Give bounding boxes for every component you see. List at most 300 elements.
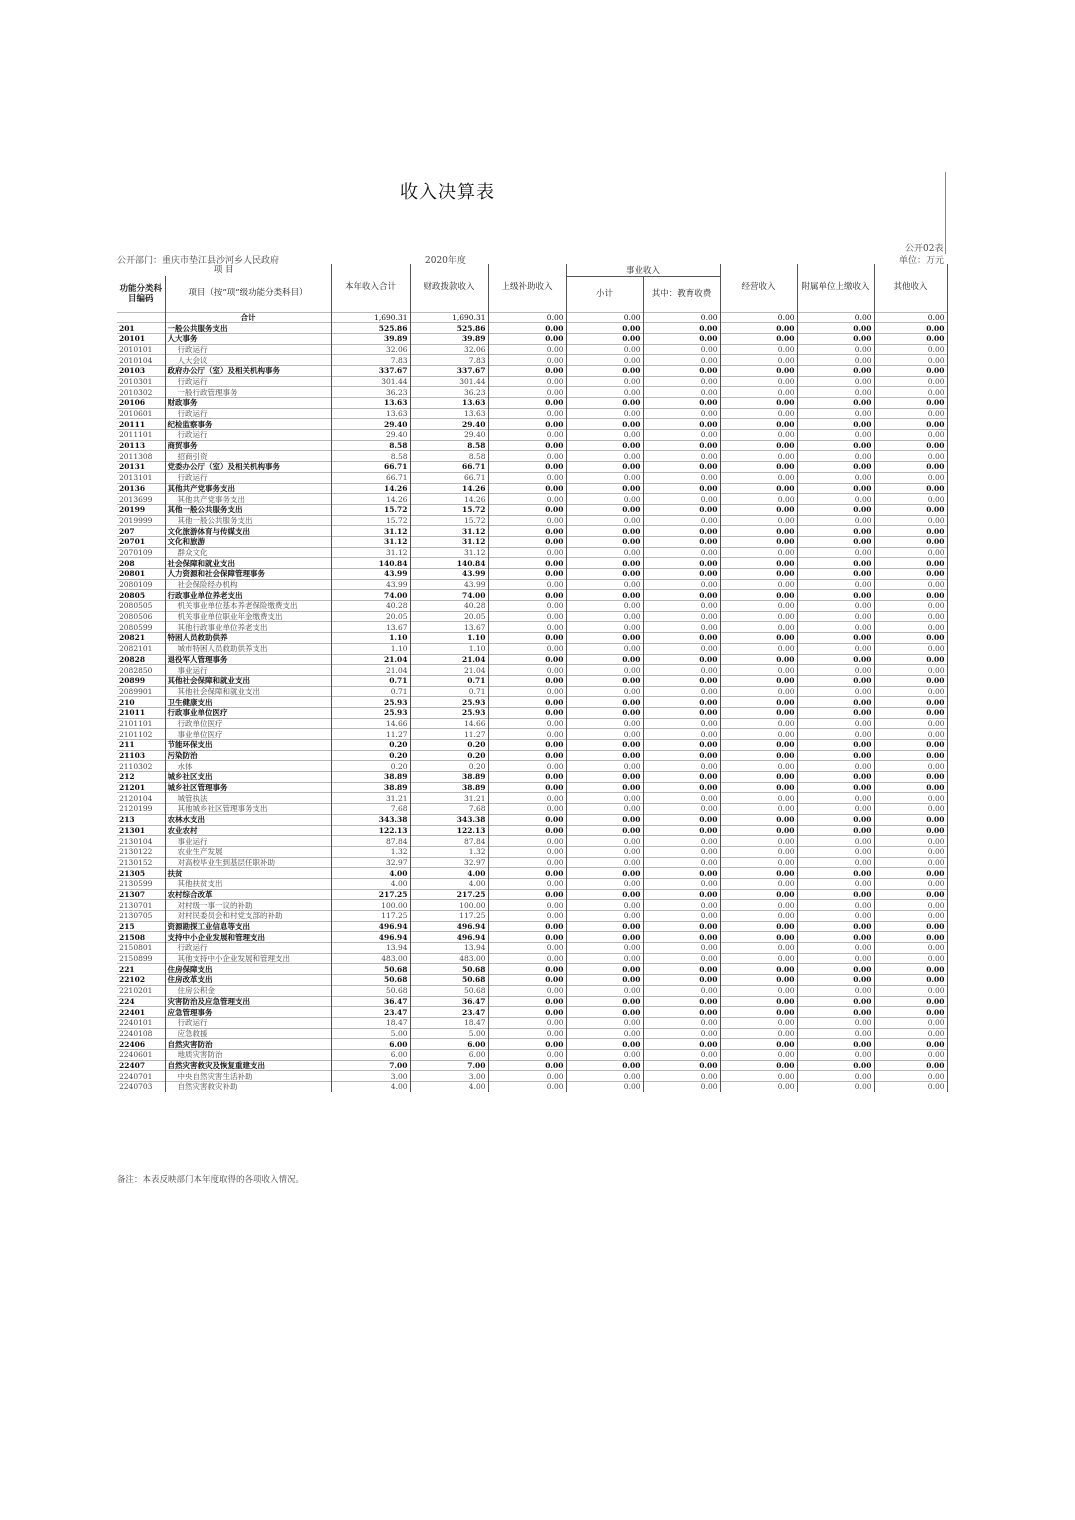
zero-cell: 0.00 — [488, 943, 566, 954]
zero-cell: 0.00 — [566, 964, 643, 975]
zero-cell: 0.00 — [643, 526, 720, 537]
zero-cell: 0.00 — [874, 996, 947, 1007]
zero-cell: 0.00 — [720, 547, 797, 558]
total-cell: 31.12 — [331, 536, 410, 547]
total-cell: 496.94 — [331, 932, 410, 943]
fiscal-cell: 1.32 — [410, 846, 488, 857]
unit-label: 单位：万元 — [899, 256, 945, 266]
zero-cell: 0.00 — [566, 1007, 643, 1018]
zero-cell: 0.00 — [874, 1082, 947, 1092]
table-row — [117, 996, 947, 1007]
zero-cell: 0.00 — [643, 515, 720, 526]
total-cell: 32.06 — [331, 344, 410, 355]
zero-cell: 0.00 — [797, 793, 874, 804]
header-project: 项 目 — [117, 264, 331, 276]
zero-cell: 0.00 — [566, 643, 643, 654]
zero-cell: 0.00 — [488, 483, 566, 494]
zero-cell: 0.00 — [720, 857, 797, 868]
zero-cell: 0.00 — [643, 462, 720, 473]
table-row — [117, 804, 947, 815]
total-cell: 13.94 — [331, 943, 410, 954]
zero-cell: 0.00 — [488, 804, 566, 815]
zero-cell: 0.00 — [720, 622, 797, 633]
code-cell: 2130122 — [117, 846, 165, 857]
table-row — [117, 975, 947, 986]
zero-cell: 0.00 — [874, 857, 947, 868]
code-cell: 2080109 — [117, 579, 165, 590]
table-row — [117, 504, 947, 515]
total-cell: 25.93 — [331, 707, 410, 718]
zero-cell: 0.00 — [797, 579, 874, 590]
zero-cell: 0.00 — [797, 419, 874, 430]
zero-cell: 0.00 — [488, 494, 566, 505]
table-row — [117, 761, 947, 772]
zero-cell: 0.00 — [720, 707, 797, 718]
zero-cell: 0.00 — [566, 1049, 643, 1060]
name-cell: 其他共产党事务支出 — [165, 483, 331, 494]
zero-cell: 0.00 — [566, 750, 643, 761]
table-row — [117, 740, 947, 751]
table-row — [117, 846, 947, 857]
zero-cell: 0.00 — [488, 579, 566, 590]
fiscal-cell: 496.94 — [410, 932, 488, 943]
total-cell: 496.94 — [331, 921, 410, 932]
table-row — [117, 462, 947, 473]
name-cell: 文化旅游体育与传媒支出 — [165, 526, 331, 537]
income-table — [117, 254, 948, 1092]
fiscal-cell: 0.20 — [410, 761, 488, 772]
table-row — [117, 686, 947, 697]
total-cell: 7.68 — [331, 804, 410, 815]
zero-cell: 0.00 — [797, 515, 874, 526]
zero-cell: 0.00 — [488, 1071, 566, 1082]
table-row — [117, 323, 947, 334]
table-row — [117, 611, 947, 622]
zero-cell: 0.00 — [643, 793, 720, 804]
name-cell: 特困人员救助供养 — [165, 633, 331, 644]
zero-cell: 0.00 — [720, 1028, 797, 1039]
zero-cell: 0.00 — [797, 365, 874, 376]
name-cell: 社会保障和就业支出 — [165, 558, 331, 569]
total-cell: 20.05 — [331, 611, 410, 622]
zero-cell: 0.00 — [720, 868, 797, 879]
zero-cell: 0.00 — [720, 1049, 797, 1060]
zero-cell: 0.00 — [797, 1028, 874, 1039]
zero-cell: 0.00 — [566, 772, 643, 783]
zero-cell: 0.00 — [643, 707, 720, 718]
zero-cell: 0.00 — [874, 985, 947, 996]
total-cell: 29.40 — [331, 430, 410, 441]
zero-cell: 0.00 — [643, 697, 720, 708]
zero-cell: 0.00 — [874, 900, 947, 911]
code-cell: 22407 — [117, 1060, 165, 1071]
zero-cell: 0.00 — [797, 387, 874, 398]
zero-cell: 0.00 — [566, 483, 643, 494]
table-row — [117, 1071, 947, 1082]
code-cell: 2080599 — [117, 622, 165, 633]
name-cell: 行政运行 — [165, 943, 331, 954]
code-cell: 21201 — [117, 782, 165, 793]
name-cell: 机关事业单位基本养老保险缴费支出 — [165, 601, 331, 612]
total-cell: 0.20 — [331, 761, 410, 772]
zero-cell: 0.00 — [797, 633, 874, 644]
zero-cell: 0.00 — [720, 836, 797, 847]
header-subtotal: 小计 — [566, 276, 643, 312]
zero-cell: 0.00 — [643, 633, 720, 644]
code-cell: 201 — [117, 323, 165, 334]
table-row — [117, 985, 947, 996]
zero-cell: 0.00 — [720, 483, 797, 494]
zero-cell: 0.00 — [488, 953, 566, 964]
zero-cell: 0.00 — [874, 836, 947, 847]
zero-cell: 0.00 — [874, 804, 947, 815]
zero-cell: 0.00 — [797, 975, 874, 986]
zero-cell: 0.00 — [874, 365, 947, 376]
zero-cell: 0.00 — [874, 889, 947, 900]
fiscal-cell: 21.04 — [410, 654, 488, 665]
zero-cell: 0.00 — [797, 846, 874, 857]
name-cell: 其他一般公共服务支出 — [165, 504, 331, 515]
zero-cell: 0.00 — [797, 355, 874, 366]
fiscal-cell: 525.86 — [410, 323, 488, 334]
zero-cell: 0.00 — [488, 761, 566, 772]
zero-cell: 0.00 — [720, 782, 797, 793]
fiscal-cell: 50.68 — [410, 985, 488, 996]
zero-cell: 0.00 — [797, 857, 874, 868]
zero-cell: 0.00 — [643, 601, 720, 612]
code-cell: 208 — [117, 558, 165, 569]
table-row — [117, 750, 947, 761]
zero-cell: 0.00 — [643, 387, 720, 398]
code-cell: 21301 — [117, 825, 165, 836]
name-cell: 其他扶贫支出 — [165, 878, 331, 889]
total-cell: 31.21 — [331, 793, 410, 804]
code-cell: 22401 — [117, 1007, 165, 1018]
zero-cell: 0.00 — [874, 1071, 947, 1082]
name-cell: 城乡社区支出 — [165, 772, 331, 783]
zero-cell: 0.00 — [874, 911, 947, 922]
zero-cell: 0.00 — [566, 761, 643, 772]
zero-cell: 0.00 — [566, 932, 643, 943]
fiscal-cell: 14.26 — [410, 483, 488, 494]
zero-cell: 0.00 — [720, 697, 797, 708]
zero-cell: 0.00 — [566, 515, 643, 526]
zero-cell: 0.00 — [797, 675, 874, 686]
zero-cell: 0.00 — [797, 1039, 874, 1050]
zero-cell: 0.00 — [488, 825, 566, 836]
zero-cell: 0.00 — [566, 611, 643, 622]
zero-cell: 0.00 — [874, 825, 947, 836]
fiscal-cell: 11.27 — [410, 729, 488, 740]
fiscal-cell: 7.83 — [410, 355, 488, 366]
zero-cell: 0.00 — [874, 814, 947, 825]
zero-cell: 0.00 — [720, 526, 797, 537]
zero-cell: 0.00 — [566, 504, 643, 515]
zero-cell: 0.00 — [874, 515, 947, 526]
zero-cell: 0.00 — [566, 312, 643, 323]
code-cell: 2082101 — [117, 643, 165, 654]
zero-cell: 0.00 — [797, 569, 874, 580]
fiscal-cell: 3.00 — [410, 1071, 488, 1082]
code-cell: 20131 — [117, 462, 165, 473]
zero-cell: 0.00 — [643, 440, 720, 451]
zero-cell: 0.00 — [874, 707, 947, 718]
zero-cell: 0.00 — [643, 825, 720, 836]
zero-cell: 0.00 — [643, 643, 720, 654]
zero-cell: 0.00 — [566, 365, 643, 376]
total-cell: 140.84 — [331, 558, 410, 569]
zero-cell: 0.00 — [566, 878, 643, 889]
total-cell: 8.58 — [331, 451, 410, 462]
zero-cell: 0.00 — [720, 804, 797, 815]
zero-cell: 0.00 — [643, 451, 720, 462]
zero-cell: 0.00 — [720, 333, 797, 344]
zero-cell: 0.00 — [566, 782, 643, 793]
fiscal-cell: 25.93 — [410, 697, 488, 708]
zero-cell: 0.00 — [720, 814, 797, 825]
table-row — [117, 451, 947, 462]
zero-cell: 0.00 — [643, 889, 720, 900]
zero-cell: 0.00 — [566, 814, 643, 825]
zero-cell: 0.00 — [874, 878, 947, 889]
zero-cell: 0.00 — [874, 504, 947, 515]
zero-cell: 0.00 — [797, 878, 874, 889]
footnote: 备注：本表反映部门本年度取得的各项收入情况。 — [117, 1175, 305, 1185]
zero-cell: 0.00 — [488, 633, 566, 644]
code-cell: 22406 — [117, 1039, 165, 1050]
zero-cell: 0.00 — [566, 900, 643, 911]
zero-cell: 0.00 — [874, 975, 947, 986]
total-cell: 23.47 — [331, 1007, 410, 1018]
name-cell: 人大会议 — [165, 355, 331, 366]
page-title: 收入决算表 — [400, 182, 495, 203]
zero-cell: 0.00 — [488, 419, 566, 430]
zero-cell: 0.00 — [488, 462, 566, 473]
header-other: 其他收入 — [874, 264, 947, 312]
zero-cell: 0.00 — [488, 408, 566, 419]
name-cell: 其他支持中小企业发展和管理支出 — [165, 953, 331, 964]
table-row — [117, 665, 947, 676]
zero-cell: 0.00 — [874, 430, 947, 441]
zero-cell: 0.00 — [874, 333, 947, 344]
zero-cell: 0.00 — [566, 1071, 643, 1082]
table-row — [117, 857, 947, 868]
header-fiscal: 财政拨款收入 — [410, 264, 488, 312]
zero-cell: 0.00 — [874, 686, 947, 697]
fiscal-cell: 29.40 — [410, 419, 488, 430]
zero-cell: 0.00 — [566, 665, 643, 676]
code-cell: 2010101 — [117, 344, 165, 355]
zero-cell: 0.00 — [720, 675, 797, 686]
zero-cell: 0.00 — [874, 312, 947, 323]
total-cell: 32.97 — [331, 857, 410, 868]
fiscal-cell: 7.68 — [410, 804, 488, 815]
zero-cell: 0.00 — [488, 857, 566, 868]
zero-cell: 0.00 — [874, 462, 947, 473]
zero-cell: 0.00 — [874, 526, 947, 537]
zero-cell: 0.00 — [874, 1028, 947, 1039]
zero-cell: 0.00 — [643, 729, 720, 740]
zero-cell: 0.00 — [874, 761, 947, 772]
zero-cell: 0.00 — [874, 547, 947, 558]
zero-cell: 0.00 — [720, 536, 797, 547]
zero-cell: 0.00 — [797, 782, 874, 793]
zero-cell: 0.00 — [797, 804, 874, 815]
zero-cell: 0.00 — [643, 964, 720, 975]
total-cell: 15.72 — [331, 515, 410, 526]
code-cell: 2210201 — [117, 985, 165, 996]
name-cell: 其他行政事业单位养老支出 — [165, 622, 331, 633]
zero-cell: 0.00 — [643, 750, 720, 761]
zero-cell: 0.00 — [643, 333, 720, 344]
code-cell: 21011 — [117, 707, 165, 718]
zero-cell: 0.00 — [874, 964, 947, 975]
zero-cell: 0.00 — [874, 569, 947, 580]
zero-cell: 0.00 — [874, 697, 947, 708]
total-cell: 31.12 — [331, 547, 410, 558]
zero-cell: 0.00 — [643, 1071, 720, 1082]
code-cell: 2240601 — [117, 1049, 165, 1060]
table-row — [117, 782, 947, 793]
zero-cell: 0.00 — [643, 953, 720, 964]
zero-cell: 0.00 — [720, 494, 797, 505]
zero-cell: 0.00 — [720, 462, 797, 473]
fiscal-cell: 15.72 — [410, 504, 488, 515]
code-cell: 21305 — [117, 868, 165, 879]
total-cell: 1.10 — [331, 633, 410, 644]
zero-cell: 0.00 — [643, 504, 720, 515]
zero-cell: 0.00 — [720, 430, 797, 441]
code-cell: 2101102 — [117, 729, 165, 740]
zero-cell: 0.00 — [566, 547, 643, 558]
fiscal-cell: 74.00 — [410, 590, 488, 601]
zero-cell: 0.00 — [720, 365, 797, 376]
zero-cell: 0.00 — [797, 964, 874, 975]
zero-cell: 0.00 — [643, 430, 720, 441]
code-cell: 20805 — [117, 590, 165, 601]
total-cell: 29.40 — [331, 419, 410, 430]
fiscal-cell: 217.25 — [410, 889, 488, 900]
zero-cell: 0.00 — [874, 579, 947, 590]
zero-cell: 0.00 — [488, 601, 566, 612]
total-cell: 8.58 — [331, 440, 410, 451]
zero-cell: 0.00 — [643, 654, 720, 665]
fiscal-cell: 36.23 — [410, 387, 488, 398]
zero-cell: 0.00 — [874, 494, 947, 505]
fiscal-cell: 13.67 — [410, 622, 488, 633]
total-cell: 25.93 — [331, 697, 410, 708]
zero-cell: 0.00 — [720, 323, 797, 334]
zero-cell: 0.00 — [643, 344, 720, 355]
code-cell: 2130701 — [117, 900, 165, 911]
name-cell: 纪检监察事务 — [165, 419, 331, 430]
zero-cell: 0.00 — [488, 611, 566, 622]
zero-cell: 0.00 — [643, 1082, 720, 1092]
fiscal-cell: 0.20 — [410, 750, 488, 761]
table-row — [117, 515, 947, 526]
zero-cell: 0.00 — [720, 1017, 797, 1028]
header-tuition: 其中：教育收费 — [643, 276, 720, 312]
zero-cell: 0.00 — [488, 964, 566, 975]
table-row — [117, 622, 947, 633]
total-cell: 66.71 — [331, 472, 410, 483]
table-row — [117, 408, 947, 419]
zero-cell: 0.00 — [566, 1017, 643, 1028]
zero-cell: 0.00 — [720, 846, 797, 857]
zero-cell: 0.00 — [874, 483, 947, 494]
table-row — [117, 729, 947, 740]
zero-cell: 0.00 — [874, 654, 947, 665]
zero-cell: 0.00 — [566, 985, 643, 996]
zero-cell: 0.00 — [874, 558, 947, 569]
zero-cell: 0.00 — [643, 921, 720, 932]
zero-cell: 0.00 — [720, 376, 797, 387]
zero-cell: 0.00 — [643, 665, 720, 676]
code-cell: 2120199 — [117, 804, 165, 815]
zero-cell: 0.00 — [797, 772, 874, 783]
zero-cell: 0.00 — [488, 355, 566, 366]
total-cell: 0.71 — [331, 675, 410, 686]
code-cell: 2010302 — [117, 387, 165, 398]
zero-cell: 0.00 — [874, 1049, 947, 1060]
zero-cell: 0.00 — [488, 782, 566, 793]
total-cell: 122.13 — [331, 825, 410, 836]
zero-cell: 0.00 — [643, 408, 720, 419]
zero-cell: 0.00 — [488, 793, 566, 804]
fiscal-cell: 343.38 — [410, 814, 488, 825]
zero-cell: 0.00 — [874, 729, 947, 740]
total-cell: 38.89 — [331, 782, 410, 793]
zero-cell: 0.00 — [720, 504, 797, 515]
fiscal-cell: 29.40 — [410, 430, 488, 441]
table-row — [117, 868, 947, 879]
zero-cell: 0.00 — [797, 686, 874, 697]
zero-cell: 0.00 — [797, 312, 874, 323]
code-cell: 2013101 — [117, 472, 165, 483]
zero-cell: 0.00 — [797, 462, 874, 473]
zero-cell: 0.00 — [566, 494, 643, 505]
name-cell: 污染防治 — [165, 750, 331, 761]
name-cell: 自然灾害救灾及恢复重建支出 — [165, 1060, 331, 1071]
code-cell: 2010601 — [117, 408, 165, 419]
table-row — [117, 707, 947, 718]
code-cell: 22102 — [117, 975, 165, 986]
table-row — [117, 718, 947, 729]
table-row — [117, 344, 947, 355]
zero-cell: 0.00 — [643, 312, 720, 323]
zero-cell: 0.00 — [488, 376, 566, 387]
zero-cell: 0.00 — [643, 1060, 720, 1071]
fiscal-cell: 50.68 — [410, 975, 488, 986]
code-cell: 224 — [117, 996, 165, 1007]
zero-cell: 0.00 — [643, 772, 720, 783]
code-cell: 2130152 — [117, 857, 165, 868]
zero-cell: 0.00 — [643, 398, 720, 409]
zero-cell: 0.00 — [797, 1071, 874, 1082]
total-cell: 43.99 — [331, 569, 410, 580]
zero-cell: 0.00 — [797, 814, 874, 825]
fiscal-cell: 25.93 — [410, 707, 488, 718]
zero-cell: 0.00 — [720, 911, 797, 922]
zero-cell: 0.00 — [643, 1049, 720, 1060]
zero-cell: 0.00 — [643, 878, 720, 889]
zero-cell: 0.00 — [797, 398, 874, 409]
zero-cell: 0.00 — [797, 729, 874, 740]
zero-cell: 0.00 — [566, 804, 643, 815]
code-cell: 2082850 — [117, 665, 165, 676]
table-row — [117, 697, 947, 708]
zero-cell: 0.00 — [874, 846, 947, 857]
